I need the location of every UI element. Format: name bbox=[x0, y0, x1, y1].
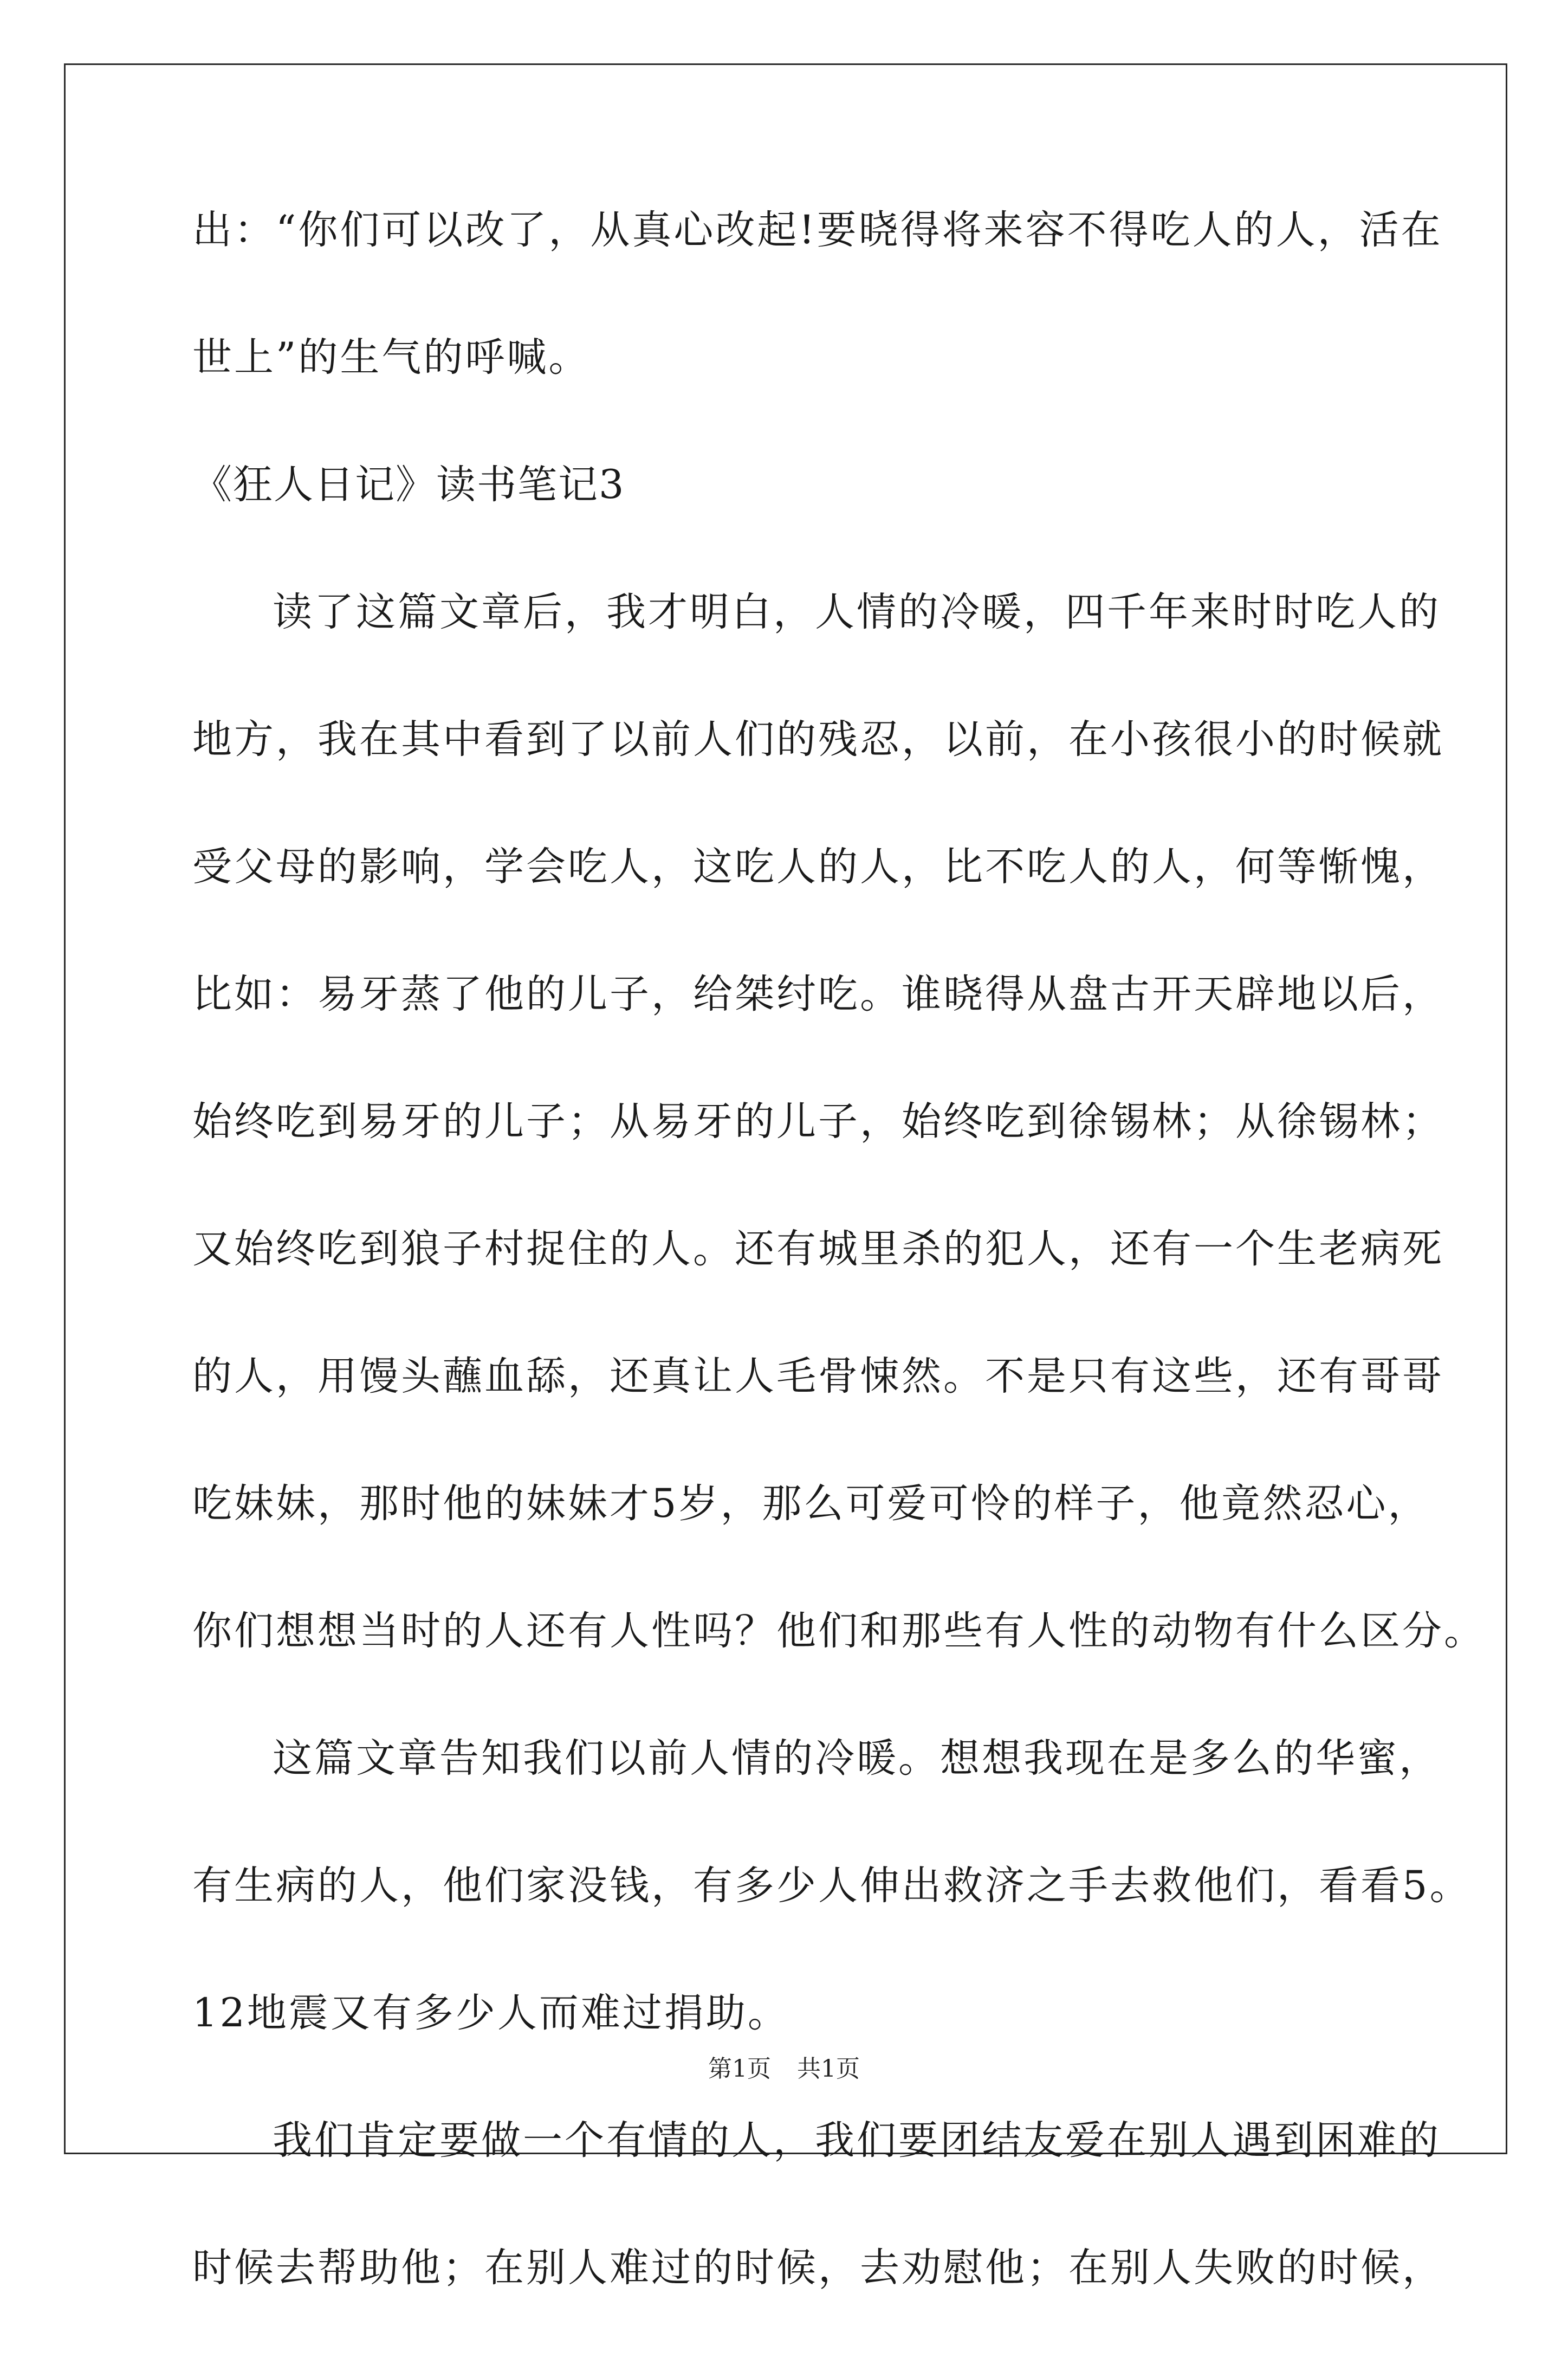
paragraph-line: 12地震又有多少人而难过捐助。 bbox=[192, 1990, 789, 2036]
paragraph-line: 的人，用馒头蘸血舔，还真让人毛骨悚然。不是只有这些，还有哥哥 bbox=[192, 1353, 1444, 1399]
paragraph-line: 时候去帮助他；在别人难过的时候，去劝慰他；在别人失败的时候， bbox=[192, 2245, 1444, 2291]
page-footer bbox=[0, 2056, 1568, 2083]
paragraph-line: 这篇文章告知我们以前人情的冷暖。想想我现在是多么的华蜜， bbox=[273, 1735, 1441, 1781]
paragraph-line: 始终吃到易牙的儿子；从易牙的儿子，始终吃到徐锡林；从徐锡林； bbox=[192, 1099, 1444, 1145]
paragraph-line: 又始终吃到狼子村捉住的人。还有城里杀的犯人，还有一个生老病死 bbox=[192, 1226, 1444, 1272]
paragraph-line: 你们想想当时的人还有人性吗？他们和那些有人性的动物有什么区分。 bbox=[192, 1608, 1486, 1654]
paragraph-line: 读了这篇文章后，我才明白，人情的冷暖，四千年来时时吃人的 bbox=[273, 589, 1441, 635]
paragraph-line: 受父母的影响，学会吃人，这吃人的人，比不吃人的人，何等惭愧， bbox=[192, 844, 1444, 890]
page-total: 共1页 bbox=[797, 2055, 860, 2083]
paragraph-line: 吃妹妹，那时他的妹妹才5岁，那么可爱可怜的样子，他竟然忍心， bbox=[192, 1481, 1430, 1527]
document-body bbox=[192, 206, 1486, 2371]
paragraph-line: 世上”的生气的呼喊。 bbox=[192, 334, 591, 380]
paragraph-line: 出：“你们可以改了，从真心改起!要晓得将来容不得吃人的人，活在 bbox=[192, 207, 1443, 253]
paragraph-line: 地方，我在其中看到了以前人们的残忍，以前，在小孩很小的时候就 bbox=[192, 716, 1444, 763]
section-heading: 《狂人日记》读书笔记3 bbox=[192, 462, 625, 508]
paragraph-line: 有生病的人，他们家没钱，有多少人伸出救济之手去救他们，看看5。 bbox=[192, 1863, 1472, 1909]
paragraph-line: 比如：易牙蒸了他的儿子，给桀纣吃。谁晓得从盘古开天辟地以后， bbox=[192, 971, 1444, 1017]
page-number: 第1页 bbox=[708, 2055, 771, 2083]
paragraph-line: 我们肯定要做一个有情的人，我们要团结友爱在别人遇到困难的 bbox=[273, 2117, 1441, 2163]
